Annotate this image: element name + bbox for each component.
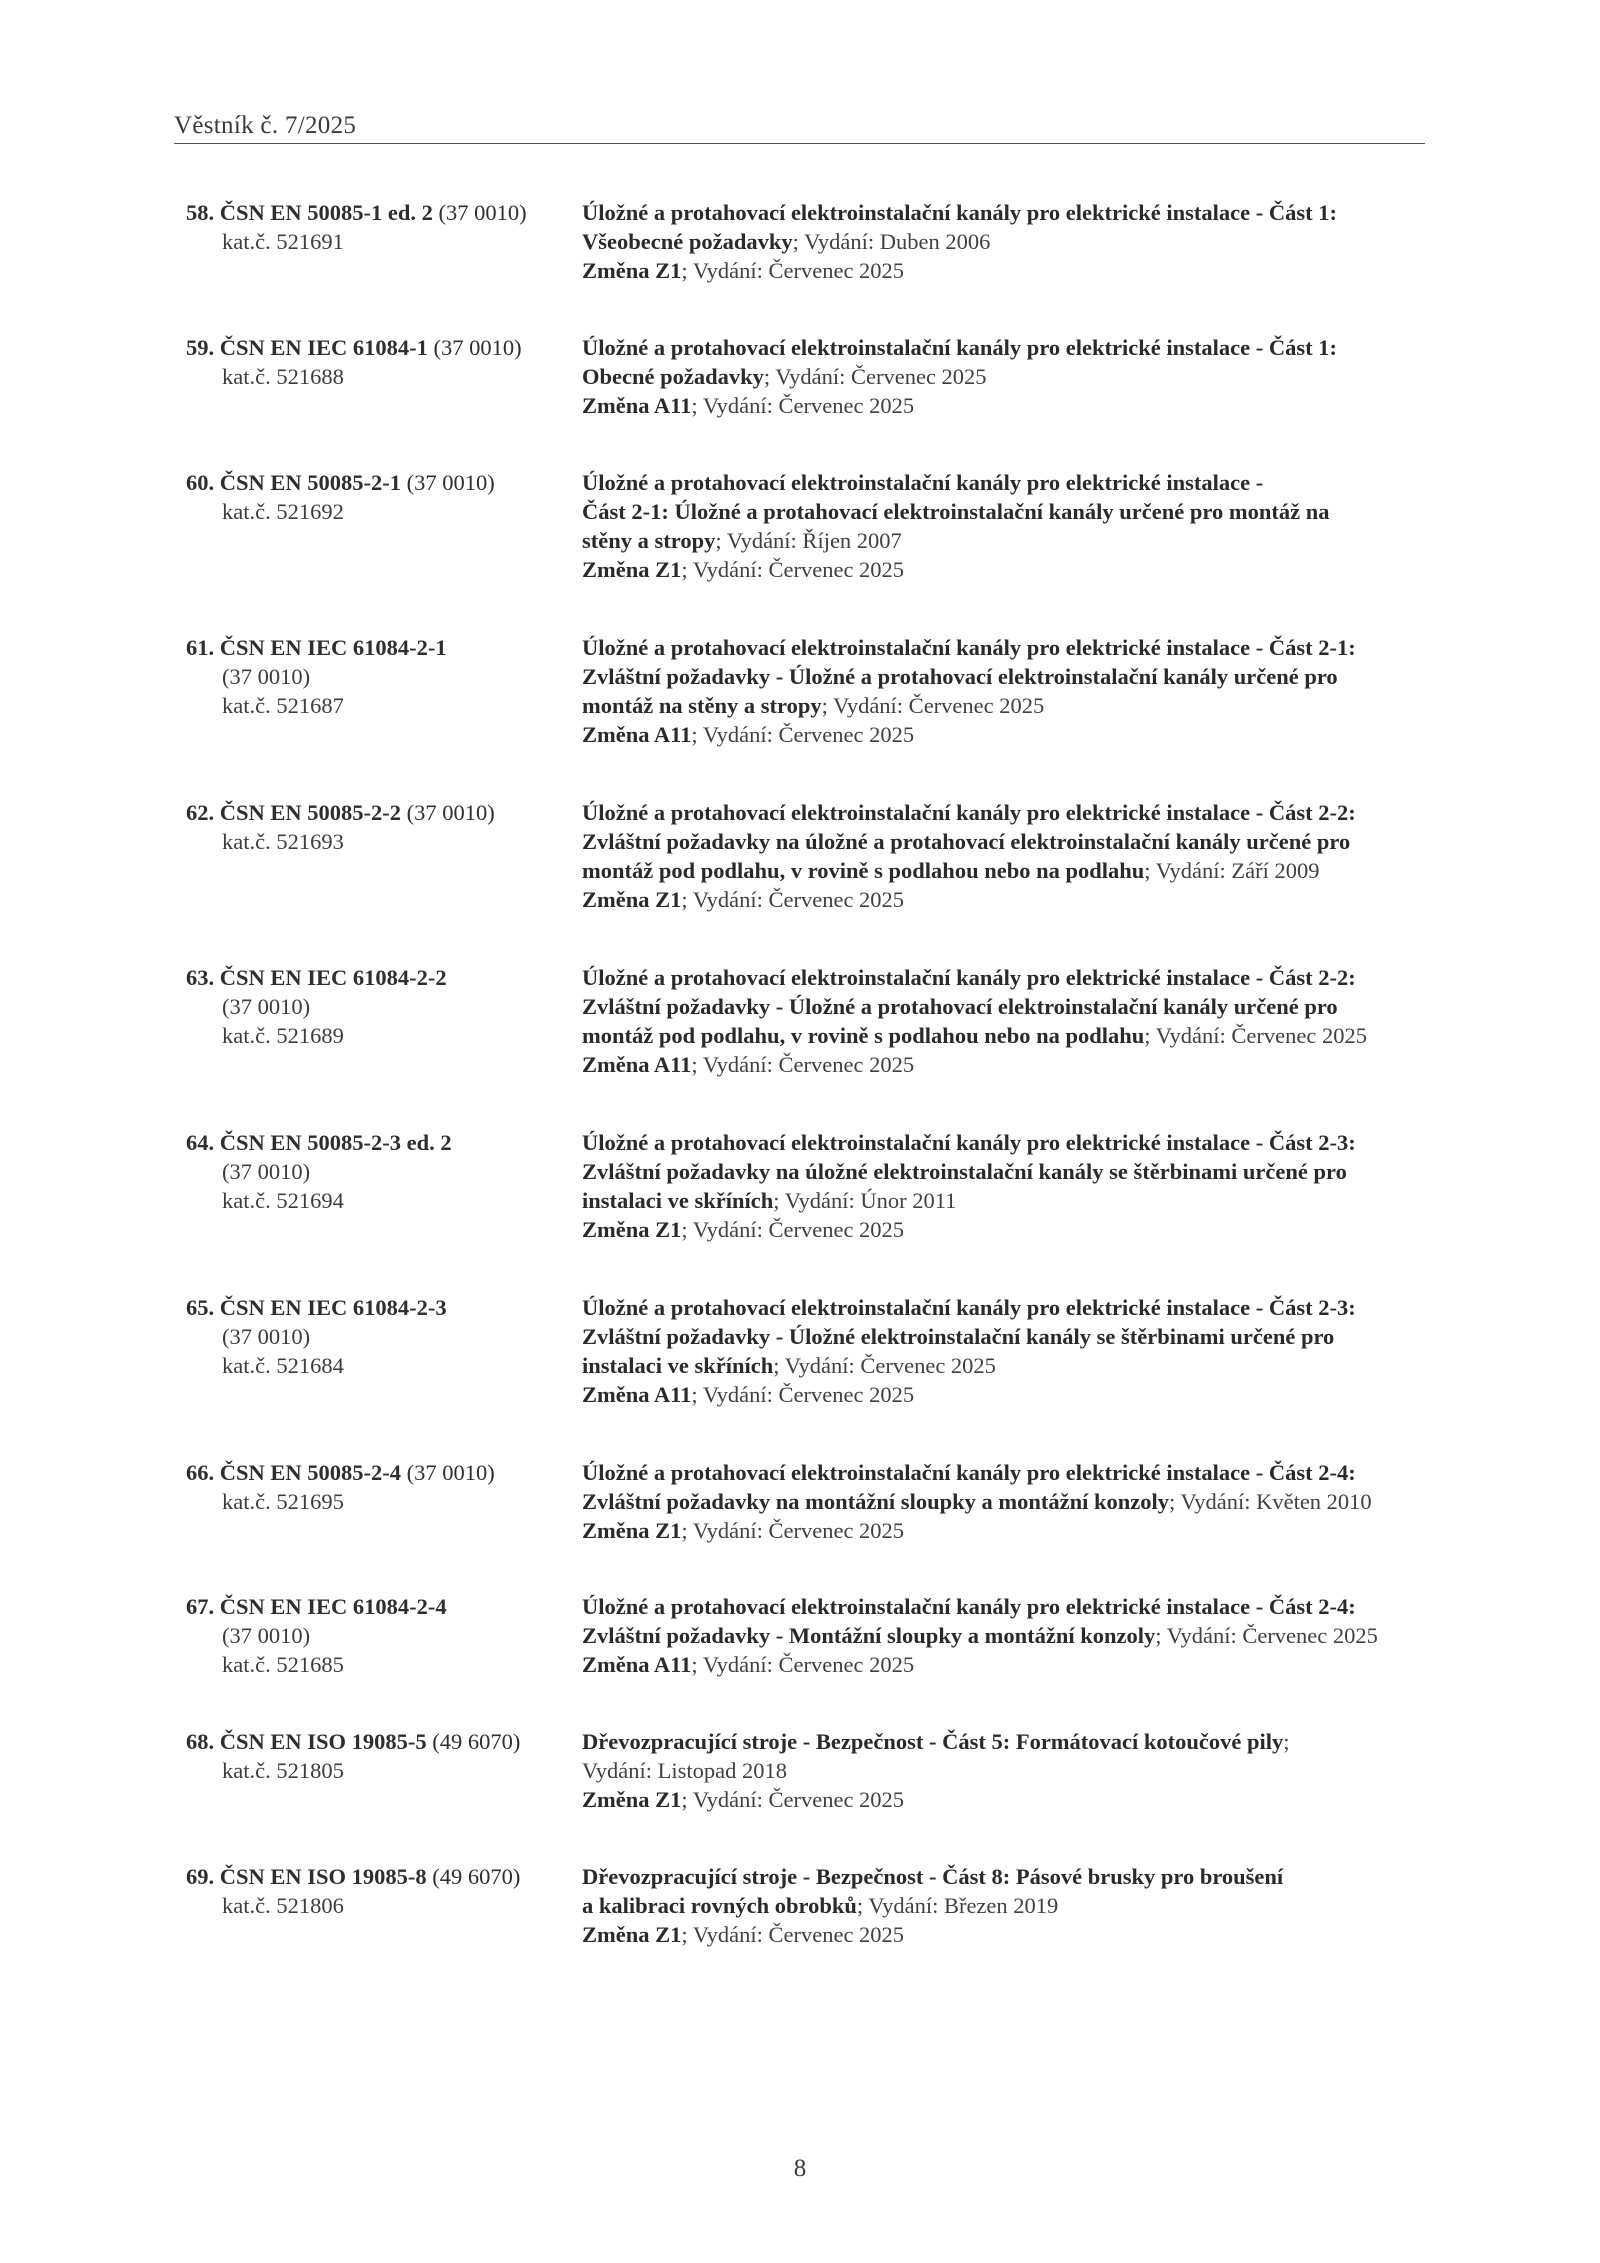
plain-text: ; Vydání: Květen 2010 <box>1169 1489 1372 1514</box>
bold-text: Úložné a protahovací elektroinstalační kanály pro elektrické instalace - Část 2-4: <box>582 1460 1356 1485</box>
bold-text: Zvláštní požadavky na úložné a protahovací elektroinstalační kanály určené pro <box>582 829 1351 854</box>
plain-text: ; Vydání: Červenec 2025 <box>691 1052 915 1077</box>
catalog-line: kat.č. 521687 <box>222 693 344 718</box>
standard-code: ČSN EN 50085-2-4 <box>219 1460 402 1485</box>
standard-description <box>582 1293 1462 1409</box>
catalog-line: (37 0010) <box>222 1324 311 1349</box>
bold-text: Úložné a protahovací elektroinstalační kanály pro elektrické instalace - Část 1: <box>582 200 1337 225</box>
description-line <box>582 1756 1462 1785</box>
bold-text: Změna Z1 <box>582 1787 682 1812</box>
entry-number: 61. <box>186 635 215 660</box>
standard-code-line <box>186 1592 576 1621</box>
standard-code: ČSN EN IEC 61084-2-3 <box>219 1295 447 1320</box>
standard-description <box>582 333 1462 420</box>
catalog-line: kat.č. 521695 <box>222 1489 344 1514</box>
catalog-line: (37 0010) <box>222 994 311 1019</box>
standard-identifier <box>186 963 576 1050</box>
standard-description <box>582 198 1462 285</box>
catalog-line: kat.č. 521806 <box>222 1893 344 1918</box>
description-line <box>582 362 1462 391</box>
description-line <box>582 1021 1462 1050</box>
description-line <box>582 1785 1462 1814</box>
standard-identifier <box>186 1862 576 1920</box>
bold-text: a kalibraci rovných obrobků <box>582 1893 857 1918</box>
plain-text: ; Vydání: Červenec 2025 <box>681 1518 905 1543</box>
bold-text: Úložné a protahovací elektroinstalační kanály pro elektrické instalace - Část 1: <box>582 335 1337 360</box>
description-line <box>582 1592 1462 1621</box>
description-line <box>582 1050 1462 1079</box>
description-line <box>582 1487 1462 1516</box>
description-line <box>582 856 1462 885</box>
bold-text: Dřevozpracující stroje - Bezpečnost - Část 5: Formátovací kotoučové pily <box>582 1729 1284 1754</box>
standard-identifier <box>186 1727 576 1785</box>
bold-text: Změna A11 <box>582 1052 692 1077</box>
description-line <box>582 1891 1462 1920</box>
entry-number: 60. <box>186 470 215 495</box>
classification-code: (49 6070) <box>426 1729 521 1754</box>
standard-code: ČSN EN ISO 19085-5 <box>219 1729 427 1754</box>
description-line <box>582 633 1462 662</box>
description-line <box>582 1650 1462 1679</box>
bold-text: Změna Z1 <box>582 1518 682 1543</box>
bold-text: Úložné a protahovací elektroinstalační kanály pro elektrické instalace - Část 2-2: <box>582 800 1356 825</box>
bold-text: instalaci ve skříních <box>582 1353 774 1378</box>
bold-text: Změna Z1 <box>582 1217 682 1242</box>
plain-text: ; Vydání: Červenec 2025 <box>1155 1623 1378 1648</box>
catalog-line: kat.č. 521685 <box>222 1652 344 1677</box>
description-line <box>582 1380 1462 1409</box>
standard-code-line <box>186 798 576 827</box>
plain-text: ; <box>1283 1729 1290 1754</box>
standard-identifier <box>186 333 576 391</box>
description-line <box>582 1215 1462 1244</box>
catalog-line: kat.č. 521689 <box>222 1023 344 1048</box>
description-line <box>582 885 1462 914</box>
standard-code-line <box>186 198 576 227</box>
standard-code: ČSN EN IEC 61084-2-1 <box>219 635 447 660</box>
plain-text: ; Vydání: Červenec 2025 <box>681 1787 905 1812</box>
plain-text: ; Vydání: Únor 2011 <box>773 1188 957 1213</box>
classification-code: (37 0010) <box>427 335 522 360</box>
standard-code-line <box>186 963 576 992</box>
standard-code-line <box>186 1293 576 1322</box>
bold-text: montáž pod podlahu, v rovině s podlahou nebo na podlahu <box>582 1023 1145 1048</box>
description-line <box>582 391 1462 420</box>
description-line <box>582 992 1462 1021</box>
description-line <box>582 720 1462 749</box>
standard-code-line <box>186 1862 576 1891</box>
description-line <box>582 1293 1462 1322</box>
entry-number: 65. <box>186 1295 215 1320</box>
standard-description <box>582 468 1462 584</box>
bold-text: Zvláštní požadavky na montážní sloupky a montážní konzoly <box>582 1489 1169 1514</box>
bold-text: Dřevozpracující stroje - Bezpečnost - Část 8: Pásové brusky pro broušení <box>582 1864 1284 1889</box>
bold-text: Všeobecné požadavky <box>582 229 793 254</box>
bold-text: Úložné a protahovací elektroinstalační kanály pro elektrické instalace - Část 2-4: <box>582 1594 1356 1619</box>
bold-text: Zvláštní požadavky - Montážní sloupky a montážní konzoly <box>582 1623 1156 1648</box>
description-line <box>582 1322 1462 1351</box>
plain-text: ; Vydání: Červenec 2025 <box>691 722 915 747</box>
bold-text: Změna A11 <box>582 1652 692 1677</box>
standard-code-line <box>186 468 576 497</box>
bold-text: Změna A11 <box>582 393 692 418</box>
description-line <box>582 827 1462 856</box>
standard-code-line <box>186 333 576 362</box>
classification-code: (37 0010) <box>401 800 495 825</box>
bold-text: Úložné a protahovací elektroinstalační kanály pro elektrické instalace - Část 2-3: <box>582 1130 1356 1155</box>
standard-identifier <box>186 633 576 720</box>
classification-code: (37 0010) <box>432 200 527 225</box>
standard-code: ČSN EN 50085-2-1 <box>219 470 402 495</box>
bold-text: instalaci ve skříních <box>582 1188 774 1213</box>
entry-number: 68. <box>186 1729 215 1754</box>
catalog-line: (37 0010) <box>222 1623 311 1648</box>
plain-text: ; Vydání: Duben 2006 <box>792 229 991 254</box>
entry-number: 67. <box>186 1594 215 1619</box>
standard-identifier <box>186 798 576 856</box>
entry-number: 66. <box>186 1460 215 1485</box>
bulletin-title: Věstník č. 7/2025 <box>174 112 357 139</box>
catalog-line: kat.č. 521805 <box>222 1758 344 1783</box>
description-line <box>582 1516 1462 1545</box>
description-line <box>582 497 1462 526</box>
standard-identifier <box>186 1293 576 1380</box>
plain-text: ; Vydání: Březen 2019 <box>856 1893 1059 1918</box>
bold-text: Zvláštní požadavky na úložné elektroinstalační kanály se štěrbinami určené pro <box>582 1159 1347 1184</box>
bold-text: Změna A11 <box>582 1382 692 1407</box>
plain-text: ; Vydání: Červenec 2025 <box>773 1353 996 1378</box>
description-line <box>582 227 1462 256</box>
bold-text: montáž na stěny a stropy <box>582 693 822 718</box>
description-line <box>582 468 1462 497</box>
catalog-line: kat.č. 521694 <box>222 1188 344 1213</box>
plain-text: ; Vydání: Červenec 2025 <box>691 1652 915 1677</box>
plain-text: ; Vydání: Červenec 2025 <box>681 1217 905 1242</box>
bold-text: montáž pod podlahu, v rovině s podlahou nebo na podlahu <box>582 858 1145 883</box>
entry-number: 59. <box>186 335 215 360</box>
catalog-line: kat.č. 521684 <box>222 1353 344 1378</box>
plain-text: ; Vydání: Červenec 2025 <box>681 1922 905 1947</box>
standard-description <box>582 633 1462 749</box>
description-line <box>582 1727 1462 1756</box>
description-line <box>582 526 1462 555</box>
description-line <box>582 963 1462 992</box>
bold-text: stěny a stropy <box>582 528 716 553</box>
standard-code: ČSN EN 50085-2-3 ed. 2 <box>219 1130 452 1155</box>
plain-text: Vydání: Listopad 2018 <box>582 1758 787 1783</box>
description-line <box>582 333 1462 362</box>
bold-text: Zvláštní požadavky - Úložné elektroinstalační kanály se štěrbinami určené pro <box>582 1324 1335 1349</box>
classification-code: (49 6070) <box>426 1864 521 1889</box>
plain-text: ; Vydání: Červenec 2025 <box>691 393 915 418</box>
standard-identifier <box>186 1458 576 1516</box>
catalog-line: kat.č. 521691 <box>222 229 344 254</box>
plain-text: ; Vydání: Říjen 2007 <box>715 528 902 553</box>
catalog-line: kat.č. 521688 <box>222 364 344 389</box>
standard-description <box>582 798 1462 914</box>
bold-text: Změna Z1 <box>582 1922 682 1947</box>
standard-code: ČSN EN 50085-1 ed. 2 <box>219 200 433 225</box>
classification-code: (37 0010) <box>401 470 495 495</box>
page-header <box>174 112 1425 144</box>
description-line <box>582 798 1462 827</box>
bold-text: Změna Z1 <box>582 557 682 582</box>
standard-description <box>582 1862 1462 1949</box>
standard-code: ČSN EN IEC 61084-2-2 <box>219 965 447 990</box>
entry-number: 62. <box>186 800 215 825</box>
description-line <box>582 1128 1462 1157</box>
description-line <box>582 198 1462 227</box>
plain-text: ; Vydání: Červenec 2025 <box>681 887 905 912</box>
page-number: 8 <box>793 2155 807 2182</box>
description-line <box>582 1458 1462 1487</box>
standard-description <box>582 1458 1462 1545</box>
standard-code-line <box>186 1128 576 1157</box>
description-line <box>582 691 1462 720</box>
entry-number: 58. <box>186 200 215 225</box>
catalog-line: kat.č. 521692 <box>222 499 344 524</box>
description-line <box>582 662 1462 691</box>
standard-identifier <box>186 198 576 256</box>
description-line <box>582 1862 1462 1891</box>
plain-text: ; Vydání: Červenec 2025 <box>681 258 905 283</box>
bold-text: Zvláštní požadavky - Úložné a protahovací elektroinstalační kanály určené pro <box>582 664 1338 689</box>
standard-code-line <box>186 1458 576 1487</box>
entry-number: 69. <box>186 1864 215 1889</box>
description-line <box>582 1920 1462 1949</box>
standard-identifier <box>186 1592 576 1679</box>
plain-text: ; Vydání: Červenec 2025 <box>1144 1023 1367 1048</box>
standard-code: ČSN EN IEC 61084-2-4 <box>219 1594 447 1619</box>
description-line <box>582 1157 1462 1186</box>
plain-text: ; Vydání: Červenec 2025 <box>763 364 987 389</box>
standard-description <box>582 1128 1462 1244</box>
bold-text: Zvláštní požadavky - Úložné a protahovací elektroinstalační kanály určené pro <box>582 994 1338 1019</box>
plain-text: ; Vydání: Červenec 2025 <box>691 1382 915 1407</box>
standard-code-line <box>186 633 576 662</box>
classification-code: (37 0010) <box>401 1460 495 1485</box>
plain-text: ; Vydání: Září 2009 <box>1144 858 1320 883</box>
standard-code: ČSN EN ISO 19085-8 <box>219 1864 427 1889</box>
standard-identifier <box>186 468 576 526</box>
bold-text: Úložné a protahovací elektroinstalační kanály pro elektrické instalace - Část 2-1: <box>582 635 1356 660</box>
catalog-line: (37 0010) <box>222 664 311 689</box>
standard-code-line <box>186 1727 576 1756</box>
plain-text: ; Vydání: Červenec 2025 <box>821 693 1045 718</box>
description-line <box>582 1621 1462 1650</box>
bold-text: Obecné požadavky <box>582 364 764 389</box>
entry-number: 63. <box>186 965 215 990</box>
standard-code: ČSN EN 50085-2-2 <box>219 800 402 825</box>
standard-description <box>582 963 1462 1079</box>
bold-text: Část 2-1: Úložné a protahovací elektroinstalační kanály určené pro montáž na <box>582 499 1330 524</box>
standard-identifier <box>186 1128 576 1215</box>
bold-text: Úložné a protahovací elektroinstalační kanály pro elektrické instalace - Část 2-2: <box>582 965 1356 990</box>
description-line <box>582 555 1462 584</box>
plain-text: ; Vydání: Červenec 2025 <box>681 557 905 582</box>
description-line <box>582 1351 1462 1380</box>
catalog-line: kat.č. 521693 <box>222 829 344 854</box>
bold-text: Úložné a protahovací elektroinstalační kanály pro elektrické instalace - <box>582 470 1264 495</box>
description-line <box>582 1186 1462 1215</box>
bold-text: Změna A11 <box>582 722 692 747</box>
description-line <box>582 256 1462 285</box>
bold-text: Změna Z1 <box>582 258 682 283</box>
standard-description <box>582 1727 1462 1814</box>
standard-code: ČSN EN IEC 61084-1 <box>219 335 428 360</box>
bold-text: Změna Z1 <box>582 887 682 912</box>
standard-description <box>582 1592 1462 1679</box>
entry-number: 64. <box>186 1130 215 1155</box>
catalog-line: (37 0010) <box>222 1159 311 1184</box>
bold-text: Úložné a protahovací elektroinstalační kanály pro elektrické instalace - Část 2-3: <box>582 1295 1356 1320</box>
